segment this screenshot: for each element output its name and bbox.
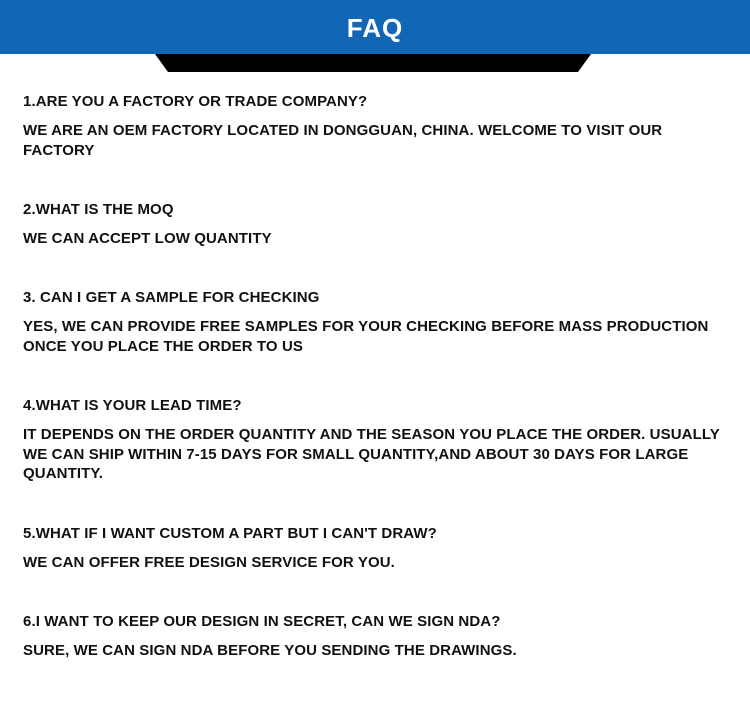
faq-item <box>23 288 733 356</box>
faq-answer: WE CAN ACCEPT LOW QUANTITY <box>23 230 272 247</box>
faq-item <box>23 92 733 160</box>
faq-question: 1.ARE YOU A FACTORY OR TRADE COMPANY? <box>23 93 368 110</box>
faq-answer: WE CAN OFFER FREE DESIGN SERVICE FOR YOU. <box>23 554 395 571</box>
header-tab-decoration <box>155 54 591 72</box>
faq-question: 4.WHAT IS YOUR LEAD TIME? <box>23 397 242 414</box>
faq-item <box>23 524 733 573</box>
faq-answer: YES, WE CAN PROVIDE FREE SAMPLES FOR YOUR CHECKING BEFORE MASS PRODUCTION ONCE YOU PLACE THE ORDER TO US <box>23 318 709 355</box>
faq-item <box>23 396 733 484</box>
faq-question: 2.WHAT IS THE MOQ <box>23 201 174 218</box>
faq-answer: SURE, WE CAN SIGN NDA BEFORE YOU SENDING THE DRAWINGS. <box>23 642 517 659</box>
faq-question: 3. CAN I GET A SAMPLE FOR CHECKING <box>23 289 320 306</box>
faq-item <box>23 612 733 661</box>
faq-question: 6.I WANT TO KEEP OUR DESIGN IN SECRET, CAN WE SIGN NDA? <box>23 613 501 630</box>
faq-item <box>23 200 733 249</box>
faq-answer: WE ARE AN OEM FACTORY LOCATED IN DONGGUAN, CHINA. WELCOME TO VISIT OUR FACTORY <box>23 122 663 159</box>
faq-question: 5.WHAT IF I WANT CUSTOM A PART BUT I CAN'T DRAW? <box>23 525 437 542</box>
page-title: FAQ <box>346 13 404 43</box>
faq-answer: IT DEPENDS ON THE ORDER QUANTITY AND THE SEASON YOU PLACE THE ORDER. USUALLY WE CAN SHIP WITHIN 7-15 DAYS FOR SMALL QUANTITY,AND ABOUT 30 DAYS FOR LARGE QUANTITY. <box>23 426 720 482</box>
